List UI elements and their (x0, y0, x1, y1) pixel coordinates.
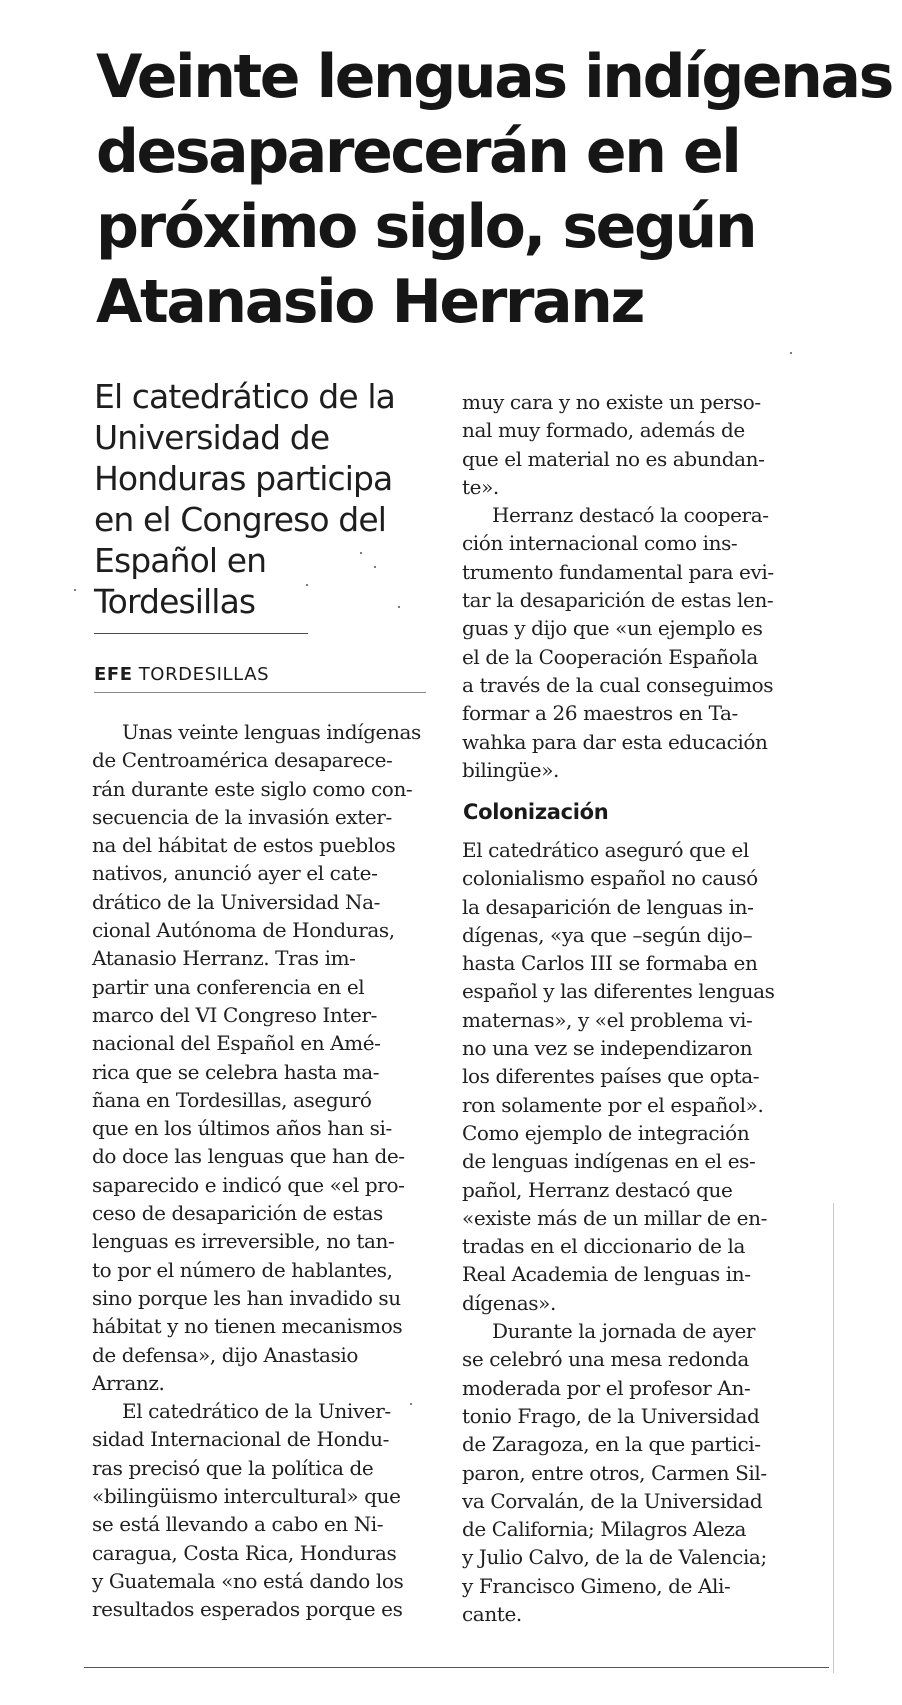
scan-speck (360, 552, 362, 554)
article-column-left (92, 718, 432, 1624)
byline-divider (94, 692, 426, 693)
text-line: ción internacional como ins- (462, 531, 738, 556)
text-line: y Francisco Gimeno, de Ali- (462, 1573, 731, 1598)
text-line: de Zaragoza, en la que partici- (462, 1432, 761, 1457)
scan-speck (790, 352, 792, 354)
text-line: moderada por el profesor An- (462, 1375, 751, 1400)
text-line: do doce las lenguas que han de- (92, 1144, 405, 1169)
text-line: la desaparición de lenguas in- (462, 894, 754, 919)
text-line: paron, entre otros, Carmen Sil- (462, 1460, 767, 1485)
text-line: rica que se celebra hasta ma- (92, 1059, 380, 1084)
text-line: español y las diferentes lenguas (462, 979, 775, 1004)
headline (96, 40, 892, 340)
text-line: nativos, anunció ayer el cate- (92, 861, 378, 886)
text-line: a través de la cual conseguimos (462, 672, 774, 697)
text-line: no una vez se independizaron (462, 1036, 753, 1061)
headline-line: desaparecerán en el (96, 117, 740, 187)
subheadline-line: Tordesillas (94, 582, 256, 621)
text-line: dígenas, «ya que –según dijo– (462, 922, 753, 947)
text-line: drático de la Universidad Na- (92, 889, 380, 914)
text-line: que en los últimos años han si- (92, 1116, 392, 1141)
text-line: saparecido e indicó que «el pro- (92, 1172, 405, 1197)
text-line: cante. (462, 1602, 522, 1627)
subheadline-line: en el Congreso del (94, 500, 386, 539)
scan-speck (398, 606, 400, 608)
text-line: de lenguas indígenas en el es- (462, 1149, 756, 1174)
text-line: sino porque les han invadido su (92, 1285, 401, 1310)
text-line: El catedrático de la Univer- (122, 1399, 391, 1424)
text-line: bilingüe». (462, 757, 559, 782)
text-line: de Centroamérica desaparece- (92, 748, 393, 773)
section-heading: Colonización (463, 800, 609, 824)
text-line: na del hábitat de estos pueblos (92, 833, 396, 858)
text-line: to por el número de hablantes, (92, 1257, 393, 1282)
subheadline-line: Honduras participa (94, 459, 393, 498)
byline-place: TORDESILLAS (138, 664, 270, 685)
text-line: Unas veinte lenguas indígenas (122, 720, 421, 744)
byline (94, 664, 424, 685)
text-line: ron solamente por el español». (462, 1092, 764, 1117)
text-line: muy cara y no existe un perso- (462, 390, 761, 414)
text-line: colonialismo español no causó (462, 866, 758, 891)
subheadline-divider (94, 633, 308, 634)
text-line: «bilingüismo intercultural» que (92, 1484, 401, 1509)
subheadline-line: Universidad de (94, 418, 330, 457)
text-line: Real Academia de lenguas in- (462, 1262, 751, 1287)
text-line: partir una conferencia en el (92, 974, 365, 999)
text-line: tar la desaparición de estas len- (462, 588, 774, 613)
text-line: Herranz destacó la coopera- (492, 503, 769, 528)
text-line: tradas en el diccionario de la (462, 1234, 746, 1259)
scan-speck (306, 584, 308, 586)
text-line: hábitat y no tienen mecanismos (92, 1314, 403, 1339)
text-line: formar a 26 maestros en Ta- (462, 701, 738, 726)
byline-agency: EFE (94, 664, 133, 685)
text-line: El catedrático aseguró que el (462, 838, 749, 862)
bottom-divider (84, 1667, 829, 1668)
subheadline-line: Español en (94, 541, 267, 580)
subheadline (94, 376, 434, 622)
text-line: te». (462, 474, 499, 499)
text-line: Atanasio Herranz. Tras im- (92, 946, 356, 971)
text-line: «existe más de un millar de en- (462, 1205, 767, 1230)
article-column-right-top (462, 388, 802, 784)
article-column-right-bottom (462, 836, 802, 1628)
text-line: ñana en Tordesillas, aseguró (92, 1087, 372, 1112)
text-line: sidad Internacional de Hondu- (92, 1427, 389, 1452)
headline-line: Veinte lenguas indígenas (96, 42, 892, 112)
text-line: nal muy formado, además de (462, 418, 745, 443)
text-line: el de la Cooperación Española (462, 644, 758, 669)
text-line: marco del VI Congreso Inter- (92, 1002, 378, 1027)
text-line: cional Autónoma de Honduras, (92, 918, 395, 943)
headline-line: próximo siglo, según (96, 192, 756, 262)
text-line: resultados esperados porque es (92, 1597, 403, 1622)
text-line: rán durante este siglo como con- (92, 776, 413, 801)
text-line: los diferentes países que opta- (462, 1064, 760, 1089)
scan-edge-line (833, 1203, 834, 1673)
text-line: que el material no es abundan- (462, 446, 765, 471)
text-line: se celebró una mesa redonda (462, 1347, 749, 1372)
text-line: de defensa», dijo Anastasio (92, 1342, 359, 1367)
text-line: wahka para dar esta educación (462, 729, 768, 754)
text-line: caragua, Costa Rica, Honduras (92, 1540, 397, 1565)
text-line: Como ejemplo de integración (462, 1120, 750, 1145)
text-line: Durante la jornada de ayer (492, 1319, 756, 1344)
text-line: ceso de desaparición de estas (92, 1201, 383, 1226)
text-line: maternas», y «el problema vi- (462, 1007, 753, 1032)
text-line: y Guatemala «no está dando los (92, 1568, 404, 1593)
text-line: y Julio Calvo, de la de Valencia; (462, 1545, 767, 1570)
text-line: ras precisó que la política de (92, 1455, 374, 1480)
subheadline-line: El catedrático de la (94, 377, 395, 416)
text-line: hasta Carlos III se formaba en (462, 951, 758, 976)
text-line: trumento fundamental para evi- (462, 559, 774, 584)
text-line: tonio Frago, de la Universidad (462, 1403, 760, 1428)
text-line: de California; Milagros Aleza (462, 1517, 747, 1542)
text-line: va Corvalán, de la Universidad (462, 1488, 763, 1513)
text-line: guas y dijo que «un ejemplo es (462, 616, 763, 641)
text-line: se está llevando a cabo en Ni- (92, 1512, 384, 1537)
scan-speck (74, 589, 76, 591)
text-line: nacional del Español en Amé- (92, 1031, 381, 1056)
scan-speck (374, 566, 376, 568)
text-line: lenguas es irreversible, no tan- (92, 1229, 395, 1254)
headline-line: Atanasio Herranz (96, 267, 644, 337)
scan-speck (410, 1403, 412, 1405)
text-line: Arranz. (92, 1370, 165, 1395)
text-line: pañol, Herranz destacó que (462, 1177, 733, 1202)
text-line: secuencia de la invasión exter- (92, 804, 392, 829)
text-line: dígenas». (462, 1290, 556, 1315)
